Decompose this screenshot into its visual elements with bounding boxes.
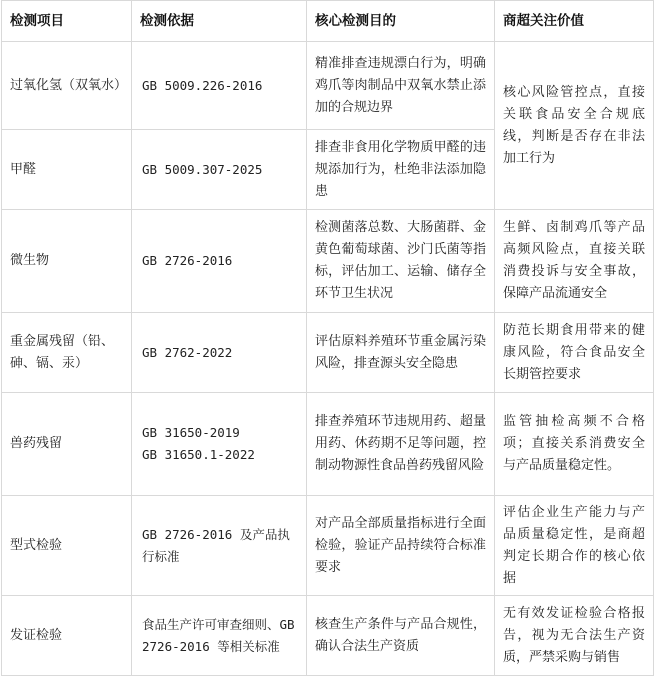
row-basis: GB 5009.307-2025 [132,130,307,210]
row-purpose: 核查生产条件与产品合规性，确认合法生产资质 [307,596,495,676]
row-value: 评估企业生产能力与产品质量稳定性，是商超判定长期合作的核心依据 [495,496,654,596]
table-row [2,42,654,130]
row-purpose: 对产品全部质量指标进行全面检验，验证产品持续符合标准要求 [307,496,495,596]
row-purpose: 排查非食用化学物质甲醛的违规添加行为，杜绝非法添加隐患 [307,130,495,210]
row-value: 监管抽检高频不合格项；直接关系消费安全与产品质量稳定性。 [495,393,654,496]
table-row [2,596,654,676]
row-purpose: 精准排查违规漂白行为，明确鸡爪等肉制品中双氧水禁止添加的合规边界 [307,42,495,130]
row-item: 重金属残留（铅、砷、镉、汞） [2,313,132,393]
basis-line: GB 31650-2019 [142,425,240,440]
row-basis: GB 2762-2022 [132,313,307,393]
table-row [2,210,654,313]
row-value: 生鲜、卤制鸡爪等产品高频风险点，直接关联消费投诉与安全事故，保障产品流通安全 [495,210,654,313]
row-basis [132,393,307,496]
header-value: 商超关注价值 [495,1,654,42]
table-header-row [2,1,654,42]
inspection-table [1,0,654,676]
header-item: 检测项目 [2,1,132,42]
row-value: 防范长期食用带来的健康风险，符合食品安全长期管控要求 [495,313,654,393]
row-basis: GB 2726-2016 及产品执行标准 [132,496,307,596]
table-row [2,313,654,393]
row-purpose: 评估原料养殖环节重金属污染风险，排查源头安全隐患 [307,313,495,393]
row-item: 型式检验 [2,496,132,596]
row-item: 兽药残留 [2,393,132,496]
row-basis: GB 2726-2016 [132,210,307,313]
row-item: 微生物 [2,210,132,313]
row-purpose: 排查养殖环节违规用药、超量用药、休药期不足等问题，控制动物源性食品兽药残留风险 [307,393,495,496]
table-row [2,496,654,596]
table-row [2,393,654,496]
row-value: 无有效发证检验合格报告，视为无合法生产资质，严禁采购与销售 [495,596,654,676]
row-value: 核心风险管控点，直接关联食品安全合规底线，判断是否存在非法加工行为 [495,42,654,210]
row-item: 甲醛 [2,130,132,210]
row-purpose: 检测菌落总数、大肠菌群、金黄色葡萄球菌、沙门氏菌等指标，评估加工、运输、储存全环节卫生状况 [307,210,495,313]
row-item: 过氧化氢（双氧水） [2,42,132,130]
header-purpose: 核心检测目的 [307,1,495,42]
row-item: 发证检验 [2,596,132,676]
row-basis: 食品生产许可审查细则、GB 2726-2016 等相关标准 [132,596,307,676]
header-basis: 检测依据 [132,1,307,42]
row-basis: GB 5009.226-2016 [132,42,307,130]
basis-line: GB 31650.1-2022 [142,447,255,462]
